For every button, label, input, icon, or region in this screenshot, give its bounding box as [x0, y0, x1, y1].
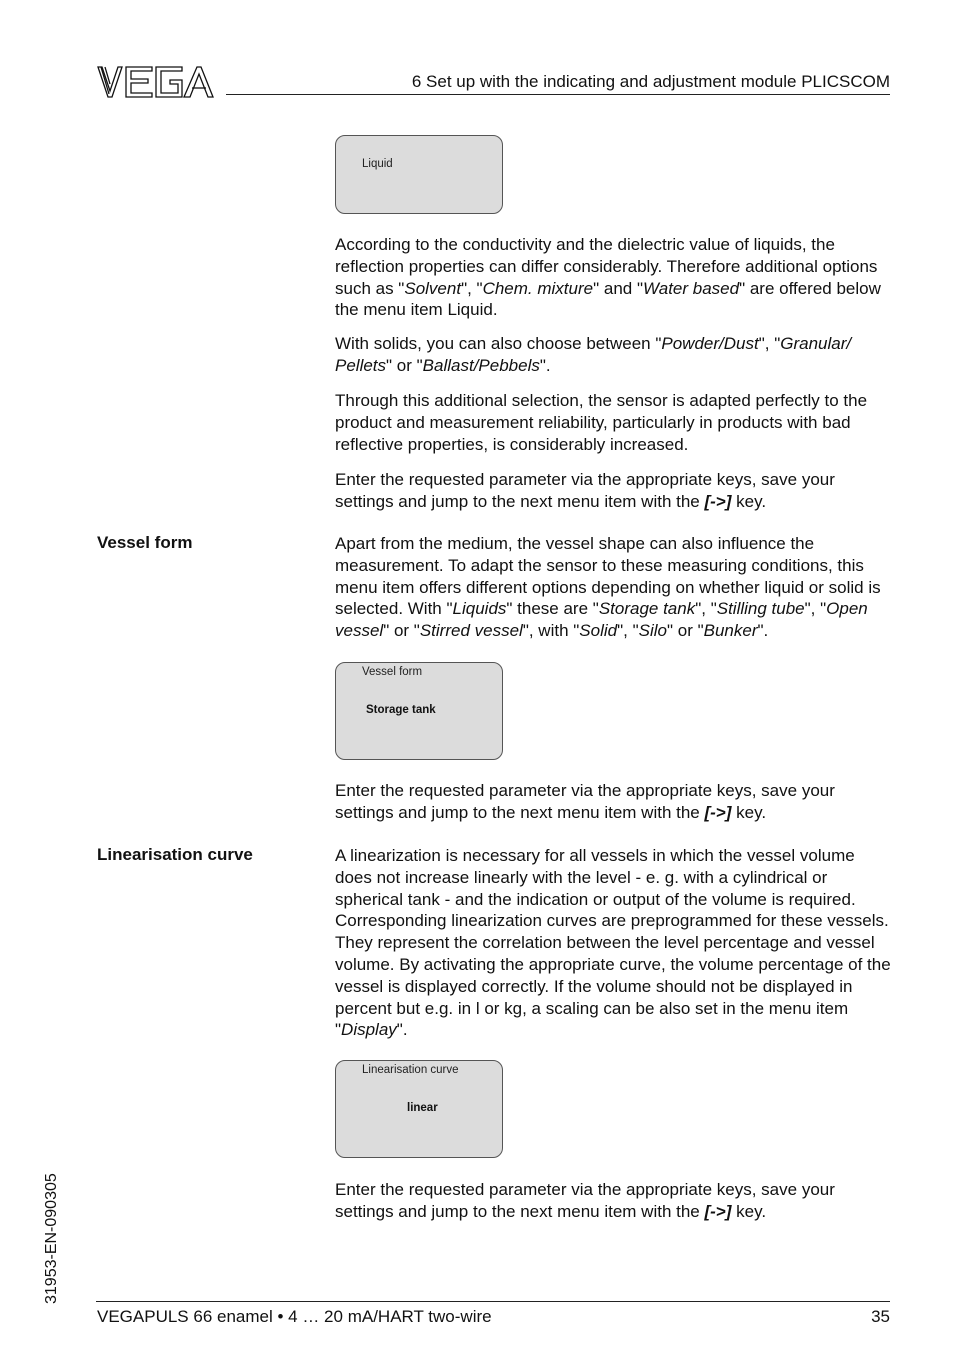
display-vessel-form-label: Vessel form — [362, 666, 423, 678]
paragraph-selection-benefit: Through this additional selection, the sensor is adapted perfectly to the product and measurement reliability, particularly in products with bad reflective properties, is considerably increased. — [335, 391, 868, 454]
header-rule — [226, 94, 890, 95]
paragraph-enter-parameter-3: Enter the requested parameter via the appropriate keys, save your settings and jump to the next menu item with the [->] key. — [335, 1180, 835, 1221]
page-number: 35 — [871, 1307, 890, 1326]
document-number: 31953-EN-090305 — [43, 1173, 60, 1304]
display-vessel-form-value: Storage tank — [366, 704, 436, 716]
next-key-label: [->] — [704, 491, 732, 511]
display-linearisation-value: linear — [407, 1102, 438, 1114]
footer-rule — [96, 1301, 890, 1302]
paragraph-vessel-form: Apart from the medium, the vessel shape can also influence the measurement. To adapt the sensor to these measuring conditions, this menu item offers different options depending on whether liquid or solid is selected. With "Liquids" these are "Storage tank", "Stilling tube", "Open vessel" or "Stirred vessel", with "Solid", "Silo" or "Bunker". — [335, 534, 881, 641]
display-linearisation — [335, 1060, 503, 1158]
display-vessel-form — [335, 662, 503, 760]
heading-linearisation-curve: Linearisation curve — [97, 845, 253, 864]
paragraph-liquid-options: According to the conductivity and the dielectric value of liquids, the reflection properties can differ considerably. Therefore additional options such as "Solvent", "Chem. mixture" and "Water based" are offered below the menu item Liquid. — [335, 235, 881, 320]
heading-vessel-form: Vessel form — [97, 533, 193, 552]
paragraph-linearisation: A linearization is necessary for all vessels in which the vessel volume does not increase linearly with the level - e. g. with a cylindrical or spherical tank - and the indication or output of the volume is required. Corresponding linearization curves are preprogrammed for these vessels. They represent the correlation between the level percentage and vessel volume. By activating the appropriate curve, the volume percentage of the vessel is displayed correctly. If the volume should not be displayed in percent but e.g. in l or kg, a scaling can be also set in the menu item "Display". — [335, 846, 891, 1040]
display-medium — [335, 135, 503, 214]
paragraph-enter-parameter-2: Enter the requested parameter via the appropriate keys, save your settings and jump to the next menu item with the [->] key. — [335, 781, 835, 822]
display-linearisation-label: Linearisation curve — [362, 1064, 459, 1076]
paragraph-solid-options: With solids, you can also choose between "Powder/Dust", "Granular/ Pellets" or "Ballast/Pebbels". — [335, 334, 852, 375]
section-title: 6 Set up with the indicating and adjustment module PLICSCOM — [411, 72, 890, 91]
paragraph-enter-parameter-1: Enter the requested parameter via the appropriate keys, save your settings and jump to the next menu item with the [->] key. — [335, 470, 835, 511]
vega-logo — [96, 64, 214, 100]
footer-product: VEGAPULS 66 enamel • 4 … 20 mA/HART two-wire — [97, 1307, 492, 1326]
display-medium-label: Liquid — [362, 158, 393, 170]
